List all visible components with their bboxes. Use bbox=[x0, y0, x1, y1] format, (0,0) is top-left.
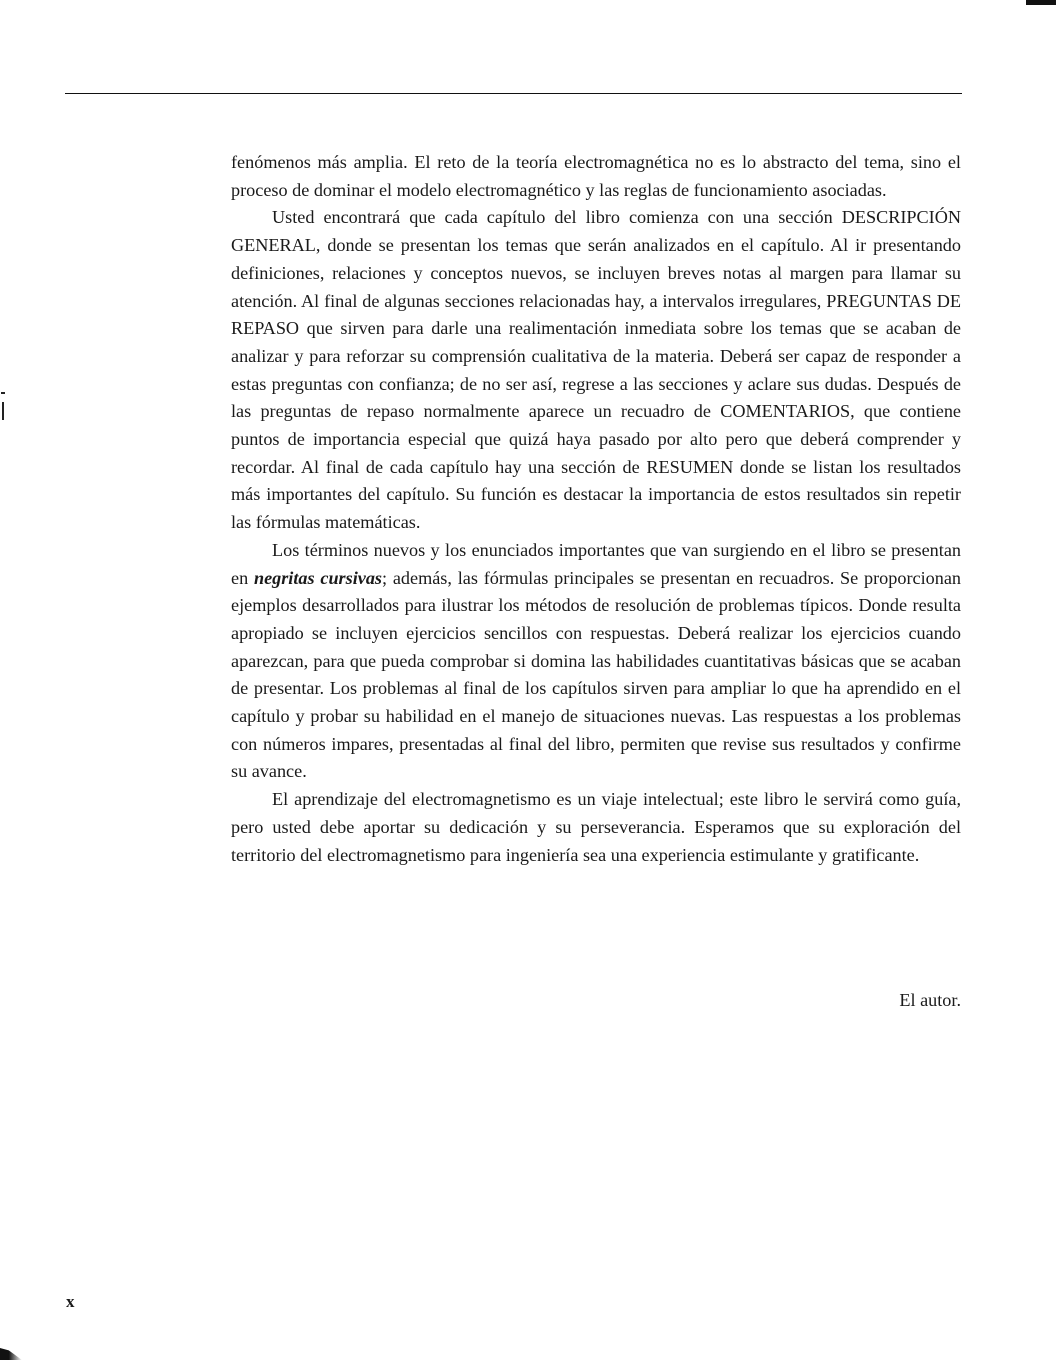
paragraph-3-emphasis: negritas cursivas bbox=[253, 567, 383, 588]
scan-artifact-bottom-left bbox=[0, 1348, 22, 1360]
paragraph-3-text-before: Los términos nuevos y los enunciados importantes que van surgiendo en el libro se presentan en bbox=[231, 539, 961, 588]
page-number: x bbox=[66, 1292, 75, 1311]
body-text bbox=[231, 149, 961, 869]
scan-artifact-top-right bbox=[1026, 0, 1056, 5]
paragraph-2: Usted encontrará que cada capítulo del libro comienza con una sección DESCRIPCIÓN GENERAL, donde se presentan los temas que serán analizados en el capítulo. Al ir presentando definiciones, relaciones y conceptos nuevos, se incluyen breves notas al margen para llamar su atención. Al final de algunas secciones relacionadas hay, a intervalos irregulares, PREGUNTAS DE REPASO que sirven para darle una realimentación inmediata sobre los temas que se acaban de analizar y para reforzar su comprensión cualitativa de la materia. Deberá ser capaz de responder a estas preguntas con confianza; de no ser así, regrese a las secciones y aclare sus dudas. Después de las preguntas de repaso normalmente aparece un recuadro de COMENTARIOS, que contiene puntos de importancia especial que quizá haya pasado por alto pero que deberá comprender y recordar. Al final de cada capítulo hay una sección de RESUMEN donde se listan los resultados más importantes del capítulo. Su función es destacar la importancia de estos resultados sin repetir las fórmulas matemáticas. bbox=[231, 207, 961, 533]
signature: El autor. bbox=[899, 990, 961, 1010]
header-rule bbox=[65, 93, 962, 94]
scan-artifact-left-margin bbox=[0, 392, 6, 424]
paragraph-3-text-after: ; además, las fórmulas principales se presentan en recuadros. Se proporcionan ejemplos desarrollados para ilustrar los métodos de resolución de problemas típicos. Donde resulta apropiado se incluyen ejercicios sencillos con respuestas. Deberá realizar los ejercicios cuando aparezcan, para que pueda comprobar si domina las habilidades cuantitativas básicas que se acaban de presentar. Los problemas al final de los capítulos sirven para ampliar lo que ha aprendido en el capítulo y probar su habilidad en el manejo de situaciones nuevas. Las respuestas a los problemas con números impares, presentadas al final del libro, permiten que revise sus resultados y confirme su avance. bbox=[231, 567, 961, 782]
paragraph-3 bbox=[231, 537, 961, 786]
paragraph-4: El aprendizaje del electromagnetismo es un viaje intelectual; este libro le servirá como guía, pero usted debe aportar su dedicación y su perseverancia. Esperamos que su exploración del territorio del electromagnetismo para ingeniería sea una experiencia estimulante y gratificante. bbox=[231, 789, 961, 865]
paragraph-1: fenómenos más amplia. El reto de la teoría electromagnética no es lo abstracto del tema, sino el proceso de dominar el modelo electromagnético y las reglas de funcionamiento asociadas. bbox=[231, 152, 961, 200]
